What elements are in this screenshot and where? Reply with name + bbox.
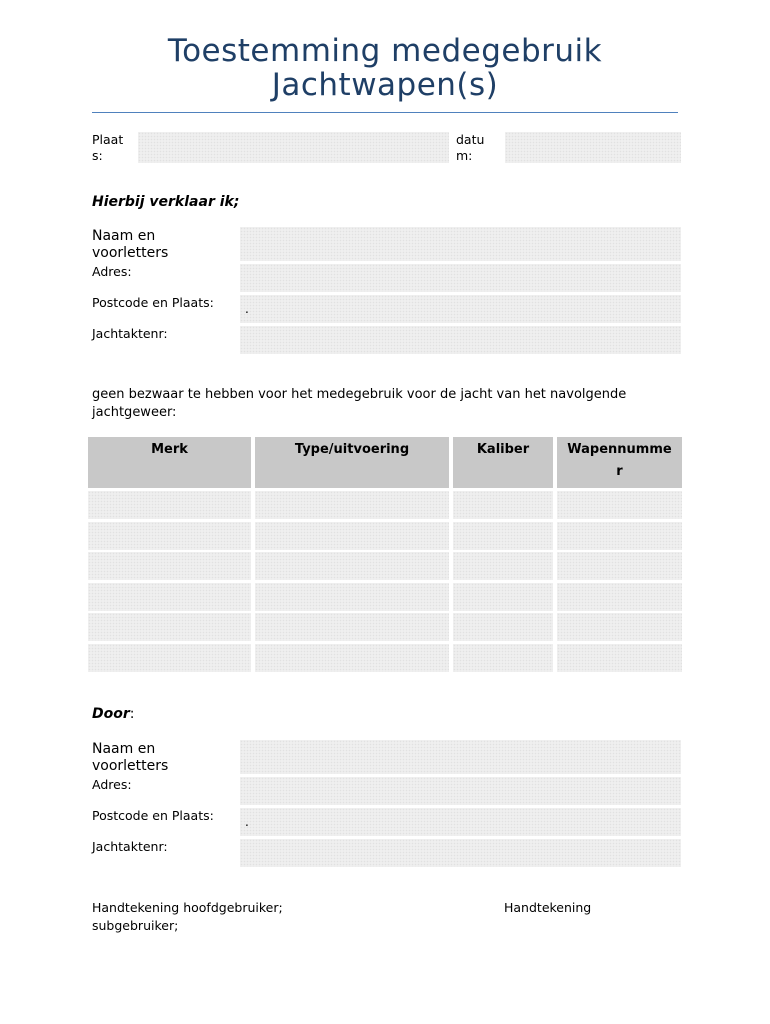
owner-jachtakte-label: Jachtaktenr: xyxy=(92,326,168,341)
owner-naam-field[interactable] xyxy=(240,227,681,261)
user-naam-field[interactable] xyxy=(240,740,681,774)
table-cell-kaliber[interactable] xyxy=(453,644,553,672)
col-header-type: Type/uitvoering xyxy=(255,437,449,488)
table-cell-type[interactable] xyxy=(255,613,449,641)
table-cell-merk[interactable] xyxy=(88,613,251,641)
user-adres-label: Adres: xyxy=(92,777,132,792)
table-cell-kaliber[interactable] xyxy=(453,613,553,641)
plaats-field[interactable] xyxy=(138,132,449,163)
table-cell-type[interactable] xyxy=(255,522,449,550)
plaats-label: Plaat s: xyxy=(92,132,124,163)
table-cell-wapennummer[interactable] xyxy=(557,644,682,672)
owner-naam-label: Naam en voorletters xyxy=(92,228,169,261)
owner-adres-label: Adres: xyxy=(92,264,132,279)
statement-text: geen bezwaar te hebben voor het medegebruik voor de jacht van het navolgende jachtgeweer: xyxy=(92,387,627,420)
table-cell-merk[interactable] xyxy=(88,552,251,580)
user-postcode-label: Postcode en Plaats: xyxy=(92,808,214,823)
owner-postcode-label: Postcode en Plaats: xyxy=(92,295,214,310)
table-cell-type[interactable] xyxy=(255,644,449,672)
table-cell-type[interactable] xyxy=(255,491,449,519)
table-cell-kaliber[interactable] xyxy=(453,552,553,580)
col-header-kaliber: Kaliber xyxy=(453,437,553,488)
page-title-line-2: Jachtwapen(s) xyxy=(271,67,499,103)
table-cell-type[interactable] xyxy=(255,552,449,580)
table-cell-kaliber[interactable] xyxy=(453,583,553,611)
user-jachtakte-label: Jachtaktenr: xyxy=(92,839,168,854)
table-cell-merk[interactable] xyxy=(88,491,251,519)
table-cell-wapennummer[interactable] xyxy=(557,491,682,519)
page-title-line-1: Toestemming medegebruik xyxy=(167,33,603,69)
declare-heading: Hierbij verklaar ik; xyxy=(92,194,240,210)
signature-main-label: Handtekening hoofdgebruiker; xyxy=(92,900,283,915)
table-cell-wapennummer[interactable] xyxy=(557,522,682,550)
datum-label: datu m: xyxy=(456,132,485,163)
table-cell-kaliber[interactable] xyxy=(453,522,553,550)
datum-field[interactable] xyxy=(505,132,681,163)
title-divider xyxy=(92,112,678,113)
col-header-wapennummer: Wapennumme r xyxy=(557,437,682,488)
table-cell-kaliber[interactable] xyxy=(453,491,553,519)
table-cell-merk[interactable] xyxy=(88,522,251,550)
user-postcode-field[interactable]: . xyxy=(240,808,681,836)
table-cell-wapennummer[interactable] xyxy=(557,583,682,611)
owner-adres-field[interactable] xyxy=(240,264,681,292)
user-jachtakte-field[interactable] xyxy=(240,839,681,867)
page-title xyxy=(0,34,770,102)
owner-postcode-field[interactable]: . xyxy=(240,295,681,323)
signature-sub-label-cont: subgebruiker; xyxy=(92,918,179,933)
table-cell-type[interactable] xyxy=(255,583,449,611)
user-adres-field[interactable] xyxy=(240,777,681,805)
table-cell-merk[interactable] xyxy=(88,583,251,611)
owner-jachtakte-field[interactable] xyxy=(240,326,681,354)
user-naam-label: Naam en voorletters xyxy=(92,741,169,774)
table-cell-wapennummer[interactable] xyxy=(557,552,682,580)
table-cell-merk[interactable] xyxy=(88,644,251,672)
signature-sub-label: Handtekening xyxy=(504,900,592,915)
col-header-merk: Merk xyxy=(88,437,251,488)
table-cell-wapennummer[interactable] xyxy=(557,613,682,641)
by-heading: Door: xyxy=(92,706,135,722)
